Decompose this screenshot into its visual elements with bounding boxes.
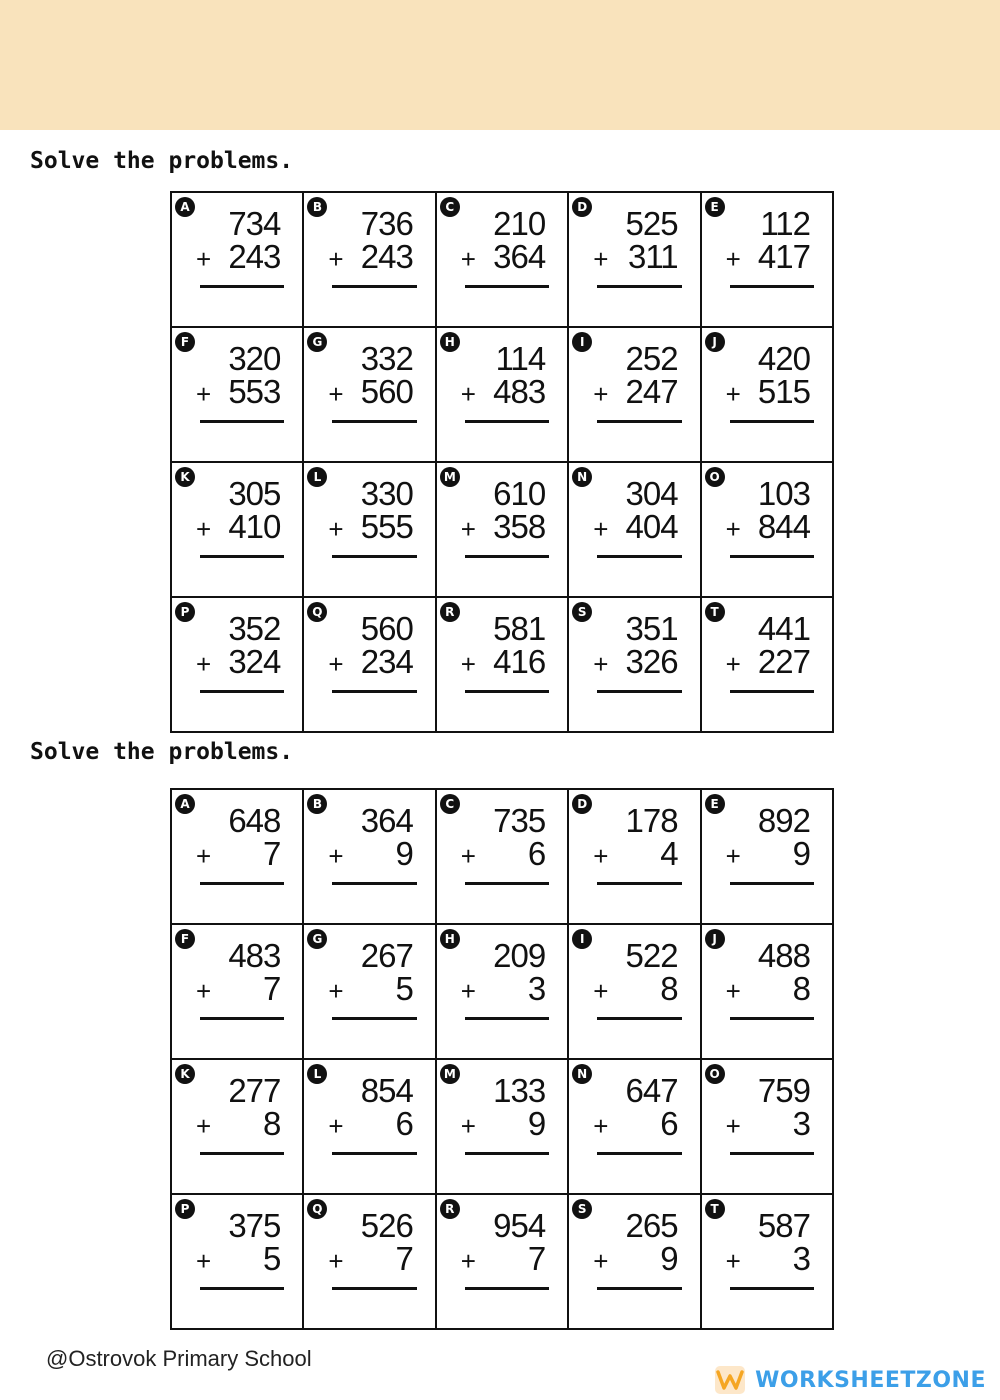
plus-sign: + — [593, 379, 609, 409]
addend-bottom: 6 — [660, 1105, 678, 1142]
problem-label-badge: J — [705, 929, 725, 949]
addend-bottom: 483 — [493, 373, 546, 410]
addend-bottom: 416 — [493, 643, 546, 680]
addend-bottom: 311 — [627, 238, 678, 275]
problem-cell — [702, 925, 834, 1060]
plus-sign: + — [460, 841, 476, 871]
plus-sign: + — [725, 379, 741, 409]
problem-cell — [437, 1060, 569, 1195]
addend-top: 277 — [228, 1072, 281, 1109]
answer-line — [465, 285, 549, 288]
header-band — [0, 0, 1000, 130]
addend-bottom: 9 — [792, 835, 810, 872]
addend-bottom: 8 — [792, 970, 810, 1007]
plus-sign: + — [328, 976, 344, 1006]
addend-bottom: 243 — [228, 238, 281, 275]
answer-line — [200, 420, 284, 423]
problem-label-badge: R — [440, 602, 460, 622]
problem-cell — [569, 1195, 701, 1330]
problem-label-badge: D — [572, 197, 592, 217]
addend-top: 560 — [360, 610, 413, 647]
plus-sign: + — [196, 649, 212, 679]
problem-cell — [172, 790, 304, 925]
problem-label-badge: C — [440, 197, 460, 217]
answer-line — [597, 420, 681, 423]
answer-line — [597, 882, 681, 885]
answer-line — [200, 1287, 284, 1290]
plus-sign: + — [593, 1246, 609, 1276]
answer-line — [332, 1152, 416, 1155]
problem-label-badge: E — [705, 794, 725, 814]
addend-top: 252 — [625, 340, 678, 377]
addend-bottom: 227 — [757, 643, 810, 680]
answer-line — [332, 690, 416, 693]
problem-label-badge: D — [572, 794, 592, 814]
addend-bottom: 234 — [360, 643, 413, 680]
addend-top: 352 — [228, 610, 281, 647]
problem-cell — [172, 328, 304, 463]
plus-sign: + — [725, 1246, 741, 1276]
problem-label-badge: C — [440, 794, 460, 814]
problem-label-badge: M — [440, 1064, 460, 1084]
answer-line — [597, 1152, 681, 1155]
answer-line — [465, 555, 549, 558]
problem-cell — [437, 463, 569, 598]
plus-sign: + — [328, 379, 344, 409]
problem-cell — [437, 193, 569, 328]
addend-bottom: 515 — [757, 373, 810, 410]
plus-sign: + — [196, 244, 212, 274]
problem-label-badge: A — [175, 794, 195, 814]
problem-cell — [304, 790, 436, 925]
answer-line — [200, 882, 284, 885]
answer-line — [730, 420, 814, 423]
plus-sign: + — [593, 244, 609, 274]
instruction-heading-2: Solve the problems. — [30, 739, 294, 765]
addend-bottom: 553 — [228, 373, 281, 410]
plus-sign: + — [460, 1111, 476, 1141]
problem-cell — [702, 598, 834, 733]
problem-cell — [172, 1195, 304, 1330]
plus-sign: + — [725, 976, 741, 1006]
addend-top: 420 — [757, 340, 810, 377]
answer-line — [200, 555, 284, 558]
addend-top: 488 — [757, 937, 810, 974]
problem-label-badge: I — [572, 332, 592, 352]
answer-line — [597, 1287, 681, 1290]
addend-bottom: 560 — [360, 373, 413, 410]
addend-bottom: 8 — [660, 970, 678, 1007]
answer-line — [730, 690, 814, 693]
addend-top: 209 — [493, 937, 546, 974]
addend-top: 304 — [625, 475, 678, 512]
addend-top: 483 — [228, 937, 281, 974]
problem-cell — [569, 193, 701, 328]
problem-cell — [304, 598, 436, 733]
problem-cell — [172, 193, 304, 328]
answer-line — [730, 1152, 814, 1155]
plus-sign: + — [196, 1246, 212, 1276]
answer-line — [332, 1017, 416, 1020]
footer-credit: @Ostrovok Primary School — [46, 1346, 312, 1371]
addend-top: 735 — [493, 802, 546, 839]
answer-line — [465, 420, 549, 423]
brand-logo[interactable] — [715, 1366, 986, 1394]
addend-top: 759 — [757, 1072, 810, 1109]
problem-label-badge: F — [175, 332, 195, 352]
answer-line — [597, 285, 681, 288]
problem-cell — [569, 328, 701, 463]
addend-top: 351 — [625, 610, 678, 647]
plus-sign: + — [725, 514, 741, 544]
problem-cell — [304, 463, 436, 598]
addend-bottom: 7 — [395, 1240, 413, 1277]
addend-bottom: 5 — [263, 1240, 281, 1277]
addend-bottom: 6 — [395, 1105, 413, 1142]
problem-label-badge: T — [705, 1199, 725, 1219]
addend-bottom: 3 — [792, 1240, 810, 1277]
addend-bottom: 247 — [625, 373, 678, 410]
addend-bottom: 3 — [527, 970, 546, 1007]
addend-bottom: 324 — [228, 643, 281, 680]
answer-line — [597, 690, 681, 693]
problem-label-badge: E — [705, 197, 725, 217]
plus-sign: + — [328, 649, 344, 679]
addend-bottom: 7 — [263, 970, 281, 1007]
addend-bottom: 326 — [625, 643, 678, 680]
problem-label-badge: H — [440, 332, 460, 352]
problem-label-badge: A — [175, 197, 195, 217]
problem-cell — [304, 328, 436, 463]
plus-sign: + — [328, 244, 344, 274]
addend-bottom: 9 — [527, 1105, 546, 1142]
problem-label-badge: O — [705, 1064, 725, 1084]
problem-grid-2 — [170, 788, 834, 1330]
answer-line — [465, 1287, 549, 1290]
problem-label-badge: Q — [307, 602, 327, 622]
addend-bottom: 9 — [395, 835, 413, 872]
addend-top: 210 — [493, 205, 546, 242]
addend-top: 954 — [493, 1207, 546, 1244]
plus-sign: + — [593, 841, 609, 871]
problem-label-badge: K — [175, 467, 195, 487]
problem-label-badge: H — [440, 929, 460, 949]
answer-line — [200, 690, 284, 693]
answer-line — [597, 555, 681, 558]
worksheetzone-logo-icon — [715, 1366, 745, 1394]
plus-sign: + — [725, 244, 741, 274]
addend-bottom: 364 — [493, 238, 546, 275]
plus-sign: + — [328, 841, 344, 871]
problem-label-badge: G — [307, 929, 327, 949]
problem-cell — [437, 790, 569, 925]
problem-cell — [437, 925, 569, 1060]
problem-cell — [172, 598, 304, 733]
answer-line — [332, 285, 416, 288]
plus-sign: + — [460, 379, 476, 409]
problem-cell — [569, 463, 701, 598]
problem-cell — [172, 1060, 304, 1195]
addend-top: 103 — [757, 475, 810, 512]
addend-top: 114 — [495, 340, 546, 377]
plus-sign: + — [725, 841, 741, 871]
problem-cell — [172, 925, 304, 1060]
addend-top: 610 — [493, 475, 546, 512]
addend-top: 441 — [757, 610, 810, 647]
problem-cell — [569, 925, 701, 1060]
addend-top: 112 — [760, 205, 810, 242]
problem-cell — [702, 328, 834, 463]
addend-bottom: 8 — [263, 1105, 281, 1142]
answer-line — [332, 420, 416, 423]
answer-line — [332, 1287, 416, 1290]
addend-top: 526 — [360, 1207, 413, 1244]
addend-top: 647 — [625, 1072, 678, 1109]
problem-cell — [437, 1195, 569, 1330]
addend-top: 305 — [228, 475, 281, 512]
addend-top: 587 — [757, 1207, 810, 1244]
addend-bottom: 9 — [660, 1240, 678, 1277]
problem-label-badge: N — [572, 467, 592, 487]
addend-top: 265 — [625, 1207, 678, 1244]
plus-sign: + — [460, 976, 476, 1006]
addend-top: 364 — [360, 802, 413, 839]
addend-bottom: 410 — [228, 508, 281, 545]
problem-label-badge: L — [307, 467, 327, 487]
brand-name: WORKSHEETZONE — [755, 1367, 986, 1393]
plus-sign: + — [593, 649, 609, 679]
instruction-heading-1: Solve the problems. — [30, 148, 294, 174]
problem-cell — [702, 790, 834, 925]
addend-bottom: 4 — [660, 835, 678, 872]
addend-bottom: 555 — [360, 508, 413, 545]
answer-line — [465, 882, 549, 885]
addend-top: 581 — [493, 610, 546, 647]
problem-cell — [569, 790, 701, 925]
addend-bottom: 7 — [527, 1240, 546, 1277]
plus-sign: + — [460, 649, 476, 679]
problem-label-badge: Q — [307, 1199, 327, 1219]
addend-top: 375 — [228, 1207, 281, 1244]
answer-line — [332, 882, 416, 885]
problem-grid-1 — [170, 191, 834, 733]
plus-sign: + — [725, 649, 741, 679]
answer-line — [465, 1017, 549, 1020]
plus-sign: + — [196, 976, 212, 1006]
addend-bottom: 417 — [757, 238, 810, 275]
addend-top: 330 — [360, 475, 413, 512]
problem-label-badge: P — [175, 602, 195, 622]
plus-sign: + — [196, 841, 212, 871]
problem-label-badge: S — [572, 602, 592, 622]
answer-line — [597, 1017, 681, 1020]
plus-sign: + — [460, 244, 476, 274]
problem-cell — [437, 598, 569, 733]
answer-line — [200, 285, 284, 288]
problem-cell — [569, 598, 701, 733]
addend-top: 648 — [228, 802, 281, 839]
addend-bottom: 358 — [493, 508, 546, 545]
addend-top: 736 — [360, 205, 413, 242]
problem-label-badge: G — [307, 332, 327, 352]
addend-bottom: 5 — [395, 970, 413, 1007]
answer-line — [465, 1152, 549, 1155]
plus-sign: + — [196, 379, 212, 409]
answer-line — [730, 1017, 814, 1020]
problem-label-badge: M — [440, 467, 460, 487]
addend-top: 133 — [493, 1072, 546, 1109]
addend-top: 178 — [625, 802, 678, 839]
plus-sign: + — [460, 1246, 476, 1276]
plus-sign: + — [593, 976, 609, 1006]
answer-line — [730, 1287, 814, 1290]
answer-line — [730, 285, 814, 288]
problem-label-badge: L — [307, 1064, 327, 1084]
plus-sign: + — [725, 1111, 741, 1141]
problem-label-badge: B — [307, 794, 327, 814]
problem-label-badge: T — [705, 602, 725, 622]
addend-bottom: 3 — [792, 1105, 810, 1142]
answer-line — [200, 1152, 284, 1155]
answer-line — [200, 1017, 284, 1020]
problem-label-badge: O — [705, 467, 725, 487]
problem-label-badge: S — [572, 1199, 592, 1219]
answer-line — [730, 555, 814, 558]
plus-sign: + — [328, 514, 344, 544]
addend-bottom: 243 — [360, 238, 413, 275]
problem-cell — [702, 193, 834, 328]
answer-line — [730, 882, 814, 885]
problem-cell — [304, 1195, 436, 1330]
problem-label-badge: J — [705, 332, 725, 352]
problem-label-badge: I — [572, 929, 592, 949]
addend-bottom: 7 — [263, 835, 281, 872]
plus-sign: + — [328, 1246, 344, 1276]
problem-cell — [569, 1060, 701, 1195]
problem-cell — [304, 193, 436, 328]
problem-cell — [172, 463, 304, 598]
problem-label-badge: K — [175, 1064, 195, 1084]
addend-top: 320 — [228, 340, 281, 377]
problem-cell — [304, 1060, 436, 1195]
plus-sign: + — [593, 514, 609, 544]
addend-bottom: 844 — [757, 508, 810, 545]
plus-sign: + — [196, 1111, 212, 1141]
addend-top: 267 — [360, 937, 413, 974]
problem-cell — [702, 1195, 834, 1330]
problem-label-badge: B — [307, 197, 327, 217]
plus-sign: + — [460, 514, 476, 544]
addend-top: 854 — [360, 1072, 413, 1109]
plus-sign: + — [328, 1111, 344, 1141]
plus-sign: + — [593, 1111, 609, 1141]
answer-line — [332, 555, 416, 558]
answer-line — [465, 690, 549, 693]
addend-top: 522 — [625, 937, 678, 974]
plus-sign: + — [196, 514, 212, 544]
problem-cell — [437, 328, 569, 463]
addend-top: 332 — [360, 340, 413, 377]
problem-label-badge: F — [175, 929, 195, 949]
addend-bottom: 404 — [625, 508, 678, 545]
problem-label-badge: R — [440, 1199, 460, 1219]
problem-label-badge: P — [175, 1199, 195, 1219]
problem-label-badge: N — [572, 1064, 592, 1084]
addend-top: 734 — [228, 205, 281, 242]
problem-cell — [702, 1060, 834, 1195]
problem-cell — [702, 463, 834, 598]
addend-top: 892 — [757, 802, 810, 839]
addend-top: 525 — [625, 205, 678, 242]
problem-cell — [304, 925, 436, 1060]
addend-bottom: 6 — [527, 835, 546, 872]
